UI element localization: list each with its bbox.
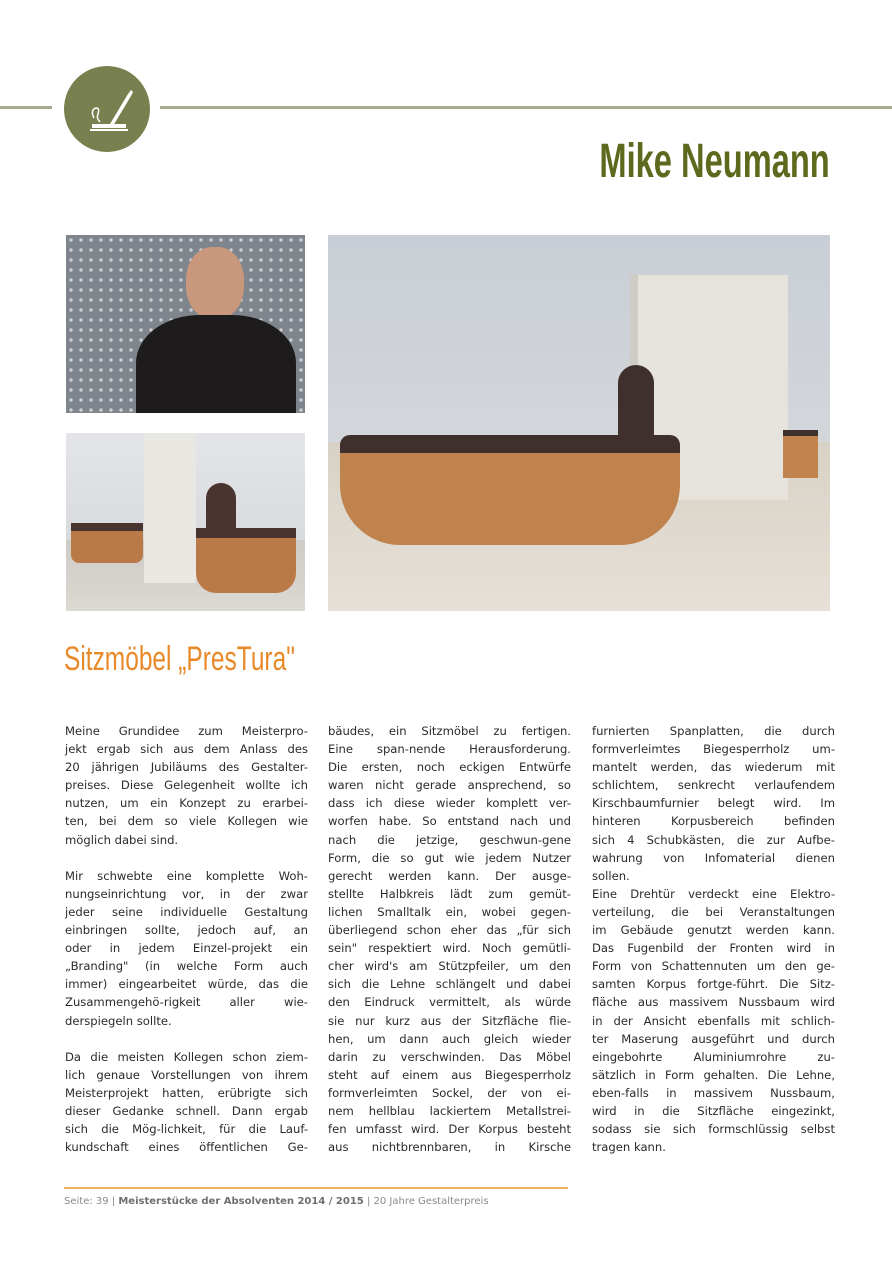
text-line: nungseinrichtung vor, in der zwar [65, 886, 308, 901]
text-line: nutzen, um ein Konzept zu erarbei- [65, 796, 308, 811]
text-line: Da die meisten Kollegen schon ziem- [65, 1049, 308, 1064]
article-paragraph [65, 722, 308, 849]
article-column-1 [65, 722, 308, 1174]
text-line: Eine span-nende Herausforderung. [328, 742, 571, 757]
text-line: sich die Mög-lichkeit, für die Lauf- [65, 1122, 308, 1137]
text-line: ten, bei dem so viele Kollegen wie [65, 814, 308, 829]
section-title: 20 Jahre Gestalterpreis [373, 1196, 489, 1207]
text-line: derspiegeln sollte. [65, 1013, 172, 1028]
text-line: fläche aus massivem Nussbaum wird [592, 995, 835, 1010]
text-line: jekt ergab sich aus dem Anlass des [65, 742, 308, 757]
article-paragraph [592, 885, 835, 1156]
text-line: dass ich diese wieder komplett ver- [328, 796, 571, 811]
text-line: samten Korpus fortge-führt. Die Sitz- [592, 977, 835, 992]
text-line: wahrung von Infomaterial dienen [592, 850, 835, 865]
article-paragraph [328, 722, 571, 1156]
article-subtitle: Sitzmöbel „PresTura" [64, 640, 295, 678]
text-line: nach die jetzige, geschwun-gene [328, 832, 571, 847]
text-line: kundschaft eines öffentlichen Ge- [65, 1140, 308, 1155]
text-line: eingebohrte Aluminiumrohre zu- [592, 1049, 835, 1064]
furniture-main-photo [328, 235, 830, 611]
text-line: immer) eingearbeitet würde, das die [65, 977, 308, 992]
text-line: tragen kann. [592, 1140, 666, 1155]
text-line: Das Fugenbild der Fronten wird in [592, 941, 835, 956]
footer-rule [64, 1187, 568, 1189]
text-line: hinteren Korpusbereich befinden [592, 814, 835, 829]
text-line: waren nicht gerade ansprechend, so [328, 778, 571, 793]
text-line: Mir schwebte eine komplette Woh- [65, 868, 308, 883]
text-line: lich genaue Vorstellungen von ihrem [65, 1067, 308, 1082]
text-line: Meisterprojekt hatten, erübrigte sich [65, 1085, 308, 1100]
text-line: möglich dabei sind. [65, 832, 179, 847]
text-line: jeder seine individuelle Gestaltung [65, 904, 308, 919]
furniture-side-photo [66, 433, 305, 611]
article-column-2 [328, 722, 571, 1174]
text-line: formverleimtes Biegesperrholz um- [592, 742, 835, 757]
article-column-3 [592, 722, 835, 1174]
text-line: Die ersten, noch eckigen Entwürfe [328, 760, 571, 775]
text-line: sein" respektiert wird. Noch gemütli- [328, 941, 571, 956]
article-paragraph [592, 722, 835, 885]
text-line: Form, die so gut wie jedem Nutzer [328, 850, 571, 865]
text-line: sich die Lehne schlängelt und dabei [328, 977, 571, 992]
text-line: darin zu verschwinden. Das Möbel [328, 1049, 571, 1064]
text-line: sätzlich in Form gehalten. Die Lehne, [592, 1067, 835, 1082]
text-line: verteilung, die bei Veranstaltungen [592, 904, 835, 919]
text-line: worfen habe. So entstand nach und [328, 814, 571, 829]
article-paragraph [65, 867, 308, 1030]
text-line: sollen. [592, 868, 630, 883]
text-line: furnierten Spanplatten, die durch [592, 724, 835, 738]
text-line: stellte Halbkreis lädt zum gemüt- [328, 886, 571, 901]
page-footer [64, 1196, 489, 1207]
text-line: aus nichtbrennbaren, in Kirsche [328, 1140, 571, 1155]
text-line: bäudes, ein Sitzmöbel zu fertigen. [328, 724, 571, 738]
text-line: mantelt werden, das wiederum mit [592, 760, 835, 775]
publication-title: Meisterstücke der Absolventen 2014 / 2015 [118, 1196, 364, 1207]
page-number: Seite: 39 [64, 1196, 109, 1207]
article-paragraph [65, 1048, 308, 1157]
text-line: den Eindruck vermittelt, als würde [328, 995, 571, 1010]
text-line: preises. Diese Gelegenheit wollte ich [65, 778, 308, 793]
text-line: wird in die Sitzfläche eingezinkt, [592, 1103, 835, 1118]
text-line: in der Ansicht ebenfalls mit schlich- [592, 1013, 835, 1028]
text-line: gerecht werden kann. Der ausge- [328, 868, 571, 883]
text-line: ter Maserung ausgeführt und durch [592, 1031, 835, 1046]
text-line: sich 4 Schubkästen, die zur Aufbe- [592, 832, 835, 847]
text-line: überliegend schon eher das „für sich [328, 923, 571, 938]
text-line: Kirschbaumfurnier belegt wird. Im [592, 796, 835, 811]
text-line: dieser Gedanke schnell. Dann ergab [65, 1103, 308, 1118]
header-rule-left [0, 106, 52, 109]
text-line: nem hellblau lackiertem Metallstrei- [328, 1103, 571, 1118]
footer-separator: | [108, 1196, 119, 1207]
text-line: lichen Smalltalk ein, wobei gegen- [328, 904, 571, 919]
text-line: oder in jedem Einzel-projekt ein [65, 941, 308, 956]
header-rule-right [160, 106, 892, 109]
text-line: eben-falls in massivem Nussbaum, [592, 1085, 835, 1100]
text-line: steht auf einem aus Biegesperrholz [328, 1067, 571, 1082]
footer-separator: | [363, 1196, 374, 1207]
pen-writing-icon [64, 66, 150, 152]
text-line: 20 jährigen Jubiläums des Gestalter- [65, 760, 308, 775]
text-line: „Branding" (in welche Form auch [65, 959, 308, 974]
text-line: cher wird's am Stützpfeiler, um den [328, 959, 571, 974]
text-line: Zusammengehö-rigkeit aller wie- [65, 995, 308, 1010]
text-line: Eine Drehtür verdeckt eine Elektro- [592, 886, 835, 901]
page-title: Mike Neumann [599, 135, 830, 188]
text-line: sodass sie sich formschlüssig selbst [592, 1122, 835, 1137]
text-line: schlichtem, senkrecht verlaufendem [592, 778, 835, 793]
text-line: hen, um dann auch gleich wieder [328, 1031, 571, 1046]
text-line: fen umfasst wird. Der Korpus besteht [328, 1122, 571, 1137]
text-line: Meine Grundidee zum Meisterpro- [65, 724, 308, 738]
text-line: einbringen sollte, jedoch auf, an [65, 923, 308, 938]
text-line: Form von Schattennuten um den ge- [592, 959, 835, 974]
text-line: im Gebäude genutzt werden kann. [592, 923, 835, 938]
text-line: sie nur kurz aus der Sitzfläche flie- [328, 1013, 571, 1028]
text-line: formverleimten Sockel, der von ei- [328, 1085, 571, 1100]
portrait-photo [66, 235, 305, 413]
